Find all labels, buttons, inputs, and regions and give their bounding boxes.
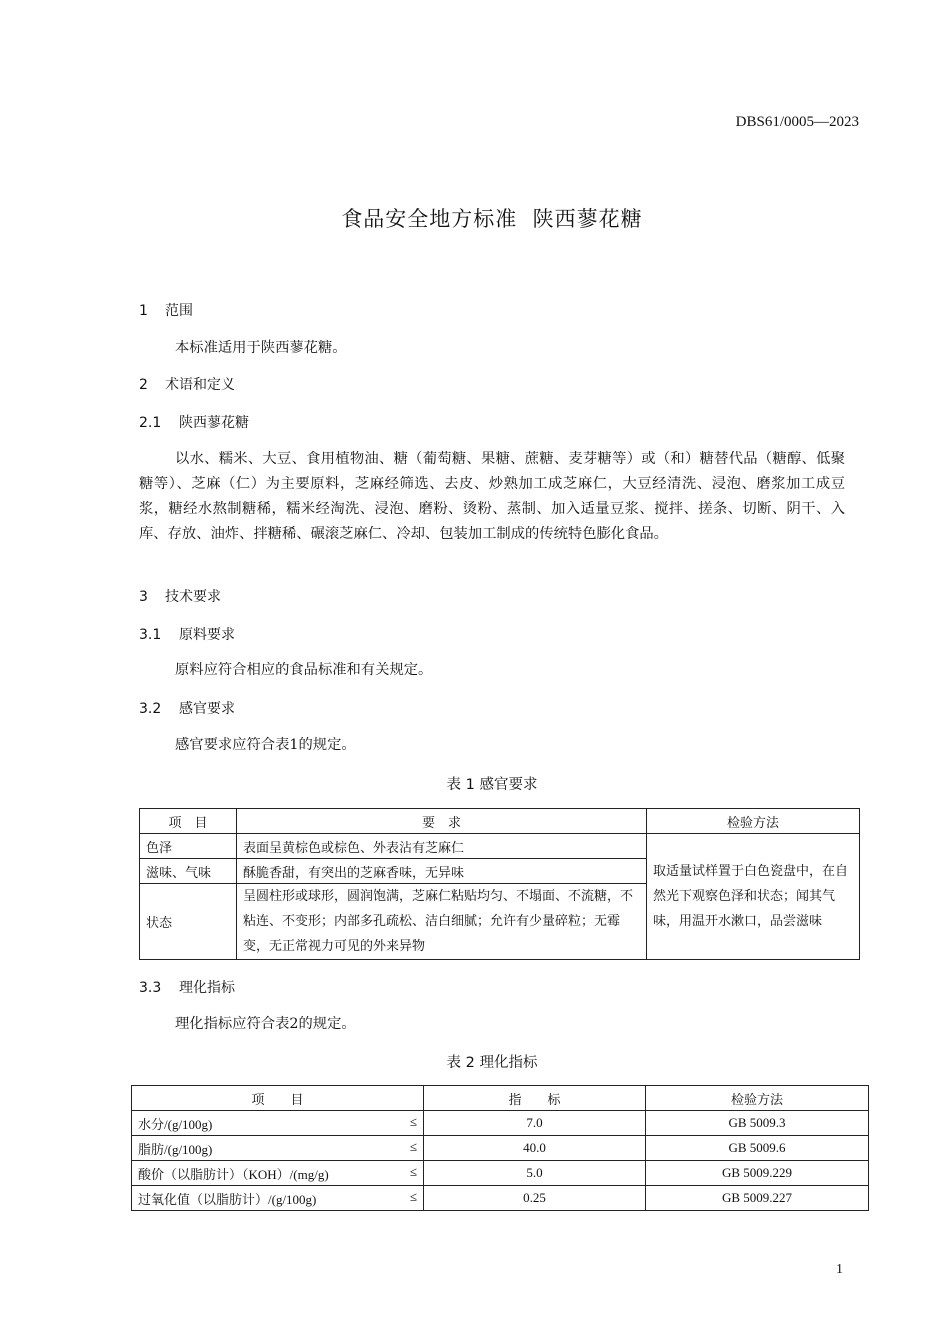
- section-number: 2: [139, 377, 148, 393]
- header-method: 检验方法: [646, 1086, 869, 1111]
- le-sign: ≤: [409, 1163, 417, 1179]
- header-item: 项 目: [140, 809, 237, 834]
- row-value: 0.25: [424, 1186, 646, 1211]
- header-requirement: 要 求: [237, 809, 647, 834]
- section-number: 3.1: [139, 627, 162, 643]
- section-2-1-heading: [139, 412, 249, 432]
- row-value: 5.0: [424, 1161, 646, 1186]
- row-requirement: 呈圆柱形或球形，圆润饱满，芝麻仁粘贴均匀、不塌面、不流糖，不粘连、不变形；内部多孔疏松、洁白细腻；允许有少量碎粒；无霉变，无正常视力可见的外来异物: [237, 884, 647, 960]
- page-title: 食品安全地方标准 陕西蓼花糖: [341, 207, 643, 231]
- section-title: 陕西蓼花糖: [179, 415, 249, 431]
- row-method: GB 5009.3: [646, 1111, 869, 1136]
- item-label: 水分/(g/100g): [138, 1116, 213, 1132]
- le-sign: ≤: [409, 1138, 417, 1154]
- section-number: 3.2: [139, 701, 162, 717]
- page-number: 1: [836, 1262, 843, 1277]
- row-requirement: 表面呈黄棕色或棕色、外表沾有芝麻仁: [237, 834, 647, 859]
- table-row: [132, 1136, 869, 1161]
- header-method: 检验方法: [647, 809, 860, 834]
- section-2-1-text: 以水、糯米、大豆、食用植物油、糖（葡萄糖、果糖、蔗糖、麦芽糖等）或（和）糖替代品（糖醇、低聚糖等）、芝麻（仁）为主要原料，芝麻经筛选、去皮、炒熟加工成芝麻仁，大豆经清洗、浸泡、磨浆加工成豆浆，糖经水熬制糖稀，糯米经淘洗、浸泡、磨粉、烫粉、蒸制、加入适量豆浆、搅拌、搓条、切断、阴干、入库、存放、油炸、拌糖稀、碾滚芝麻仁、冷却、包装加工制成的传统特色膨化食品。: [139, 451, 845, 542]
- section-3-2-text: 感官要求应符合表1的规定。: [175, 737, 356, 753]
- table-2-caption: 表 2 理化指标: [446, 1055, 538, 1071]
- table-row: [132, 1161, 869, 1186]
- row-item: [132, 1111, 424, 1136]
- section-1-heading: [139, 300, 193, 320]
- le-sign: ≤: [409, 1113, 417, 1129]
- section-title: 感官要求: [179, 701, 235, 717]
- row-requirement: 酥脆香甜，有突出的芝麻香味，无异味: [237, 859, 647, 884]
- item-label: 酸价（以脂肪计）（KOH）/(mg/g): [138, 1166, 329, 1182]
- header-item: 项 目: [132, 1086, 424, 1111]
- row-value: 40.0: [424, 1136, 646, 1161]
- row-item: [132, 1186, 424, 1211]
- table-row: [140, 834, 860, 859]
- header-indicator: 指 标: [424, 1086, 646, 1111]
- item-label: 脂肪/(g/100g): [138, 1141, 213, 1157]
- item-label: 过氧化值（以脂肪计）/(g/100g): [138, 1191, 317, 1207]
- section-title: 理化指标: [179, 980, 235, 996]
- section-number: 3: [139, 589, 148, 605]
- row-value: 7.0: [424, 1111, 646, 1136]
- inspection-method: 取适量试样置于白色瓷盘中，在自然光下观察色泽和状态；闻其气味，用温开水漱口，品尝滋味: [647, 834, 860, 960]
- section-3-3-heading: [139, 977, 235, 997]
- section-title: 原料要求: [179, 627, 235, 643]
- section-2-heading: [139, 374, 235, 394]
- section-title: 术语和定义: [165, 377, 235, 393]
- section-number: 3.3: [139, 980, 162, 996]
- table-1-caption: 表 1 感官要求: [446, 777, 538, 793]
- row-item: [132, 1136, 424, 1161]
- row-item: 色泽: [140, 834, 237, 859]
- section-number: 1: [139, 303, 148, 319]
- row-item: 滋味、气味: [140, 859, 237, 884]
- sensory-requirements-table: [139, 808, 860, 960]
- section-title: 技术要求: [165, 589, 221, 605]
- le-sign: ≤: [409, 1188, 417, 1204]
- section-title: 范围: [165, 303, 193, 319]
- row-method: GB 5009.227: [646, 1186, 869, 1211]
- row-item: 状态: [140, 884, 237, 960]
- section-3-1-heading: [139, 624, 235, 644]
- table-row: [132, 1186, 869, 1211]
- row-item: [132, 1161, 424, 1186]
- section-3-1-text: 原料应符合相应的食品标准和有关规定。: [175, 662, 433, 678]
- physicochemical-indicators-table: [131, 1085, 869, 1211]
- document-id: DBS61/0005—2023: [735, 114, 859, 130]
- section-3-3-text: 理化指标应符合表2的规定。: [175, 1016, 356, 1032]
- section-number: 2.1: [139, 415, 162, 431]
- table-row: [132, 1111, 869, 1136]
- row-method: GB 5009.229: [646, 1161, 869, 1186]
- section-1-text: 本标准适用于陕西蓼花糖。: [175, 340, 347, 356]
- section-3-2-heading: [139, 698, 235, 718]
- table-header-row: [132, 1086, 869, 1111]
- table-header-row: [140, 809, 860, 834]
- row-method: GB 5009.6: [646, 1136, 869, 1161]
- section-3-heading: [139, 586, 221, 606]
